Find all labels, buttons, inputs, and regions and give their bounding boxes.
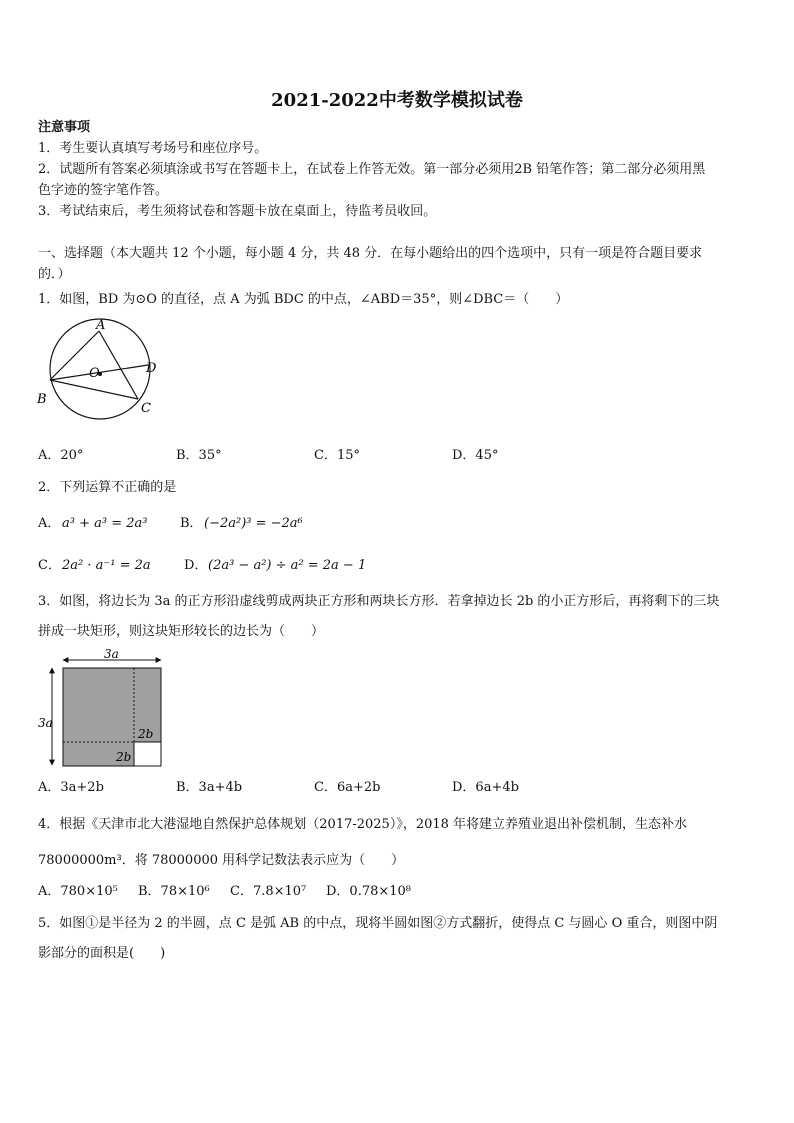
- q3-square-figure: [30, 645, 170, 773]
- label-b: B: [37, 392, 47, 407]
- q3-option-c: C．6a+2b: [314, 780, 381, 795]
- q2-option-a: 𝑎³ + 𝑎³ = 2𝑎³: [62, 516, 148, 531]
- page-title: 2021-2022中考数学模拟试卷: [271, 90, 523, 111]
- q1-option-d: D．45°: [452, 448, 499, 463]
- q5-stem-cont: 影部分的面积是( ): [38, 946, 166, 961]
- chord-bc: [50, 380, 138, 399]
- q1-option-a: A．20°: [38, 448, 84, 463]
- q4-option-a: A．780×10⁵: [38, 884, 118, 899]
- q2-option-d-label: D．: [184, 558, 208, 573]
- notice-item-3: 3．考试结束后，考生须将试卷和答题卡放在桌面上，待监考员收回。: [38, 204, 437, 219]
- q3-option-a: A．3a+2b: [38, 780, 104, 795]
- chord-ac: [99, 331, 138, 399]
- notice-item-2-cont: 色字迹的签字笔作答。: [38, 183, 169, 198]
- q5-stem: 5．如图①是半径为 2 的半圆，点 C 是弧 AB 的中点，现将半圆如图②方式翻折，使得点 C 与圆心 O 重合，则图中阴: [38, 916, 718, 931]
- label-o: O: [89, 366, 100, 381]
- q4-option-b: B．78×10⁶: [138, 884, 210, 899]
- label-inner-2b-bottom: 2b: [116, 750, 132, 764]
- q2-option-b-label: B．: [180, 516, 203, 531]
- q3-option-b: B．3a+4b: [176, 780, 243, 795]
- label-inner-2b-right: 2b: [138, 727, 154, 741]
- q2-option-d: (2𝑎³ − 𝑎²) ÷ 𝑎² = 2𝑎 − 1: [208, 558, 367, 573]
- label-d: D: [146, 361, 157, 376]
- label-a: A: [96, 318, 106, 333]
- q2-option-a-label: A．: [38, 516, 61, 531]
- section-heading-cont: 的．）: [38, 267, 71, 282]
- label-top-3a: 3a: [104, 647, 119, 661]
- q3-stem: 3．如图，将边长为 3a 的正方形沿虚线剪成两块正方形和两块长方形．若拿掉边长 2b 的小正方形后，再将剩下的三块: [38, 594, 720, 609]
- notice-heading: 注意事项: [38, 120, 91, 135]
- section-heading: 一、选择题（本大题共 12 个小题，每小题 4 分，共 48 分．在每小题给出的四个选项中，只有一项是符合题目要求: [38, 246, 703, 261]
- q2-option-c: 2𝑎² · 𝑎⁻¹ = 2𝑎: [62, 558, 151, 573]
- label-left-3a: 3a: [38, 716, 53, 730]
- q4-option-d: D．0.78×10⁸: [326, 884, 412, 899]
- q2-stem: 2．下列运算不正确的是: [38, 480, 177, 495]
- circle-o: [50, 319, 150, 419]
- notice-item-2: 2．试题所有答案必须填涂或书写在答题卡上，在试卷上作答无效。第一部分必须用2B 铅笔作答；第二部分必须用黑: [38, 162, 706, 177]
- q3-option-d: D．6a+4b: [452, 780, 519, 795]
- q1-circle-figure: [30, 313, 170, 433]
- q1-stem: 1．如图，BD 为⊙O 的直径，点 A 为弧 BDC 的中点，∠ABD＝35°，则∠DBC＝（ ）: [38, 292, 569, 307]
- q4-stem-cont: 78000000m³．将 78000000 用科学记数法表示应为（ ）: [38, 853, 405, 868]
- notice-item-1: 1．考生要认真填写考场号和座位序号。: [38, 141, 268, 156]
- label-c: C: [141, 401, 151, 416]
- q4-stem: 4．根据《天津市北大港湿地自然保护总体规划（2017-2025）》，2018 年将建立养殖业退出补偿机制，生态补水: [38, 817, 688, 832]
- removed-small-square: [134, 742, 161, 766]
- q2-option-c-label: C．: [38, 558, 61, 573]
- q4-option-c: C．7.8×10⁷: [230, 884, 307, 899]
- q1-option-c: C．15°: [314, 448, 360, 463]
- q1-option-b: B．35°: [176, 448, 222, 463]
- q3-stem-cont: 拼成一块矩形，则这块矩形较长的边长为（ ）: [38, 624, 325, 639]
- q2-option-b: (−2𝑎²)³ = −2𝑎⁶: [204, 516, 303, 531]
